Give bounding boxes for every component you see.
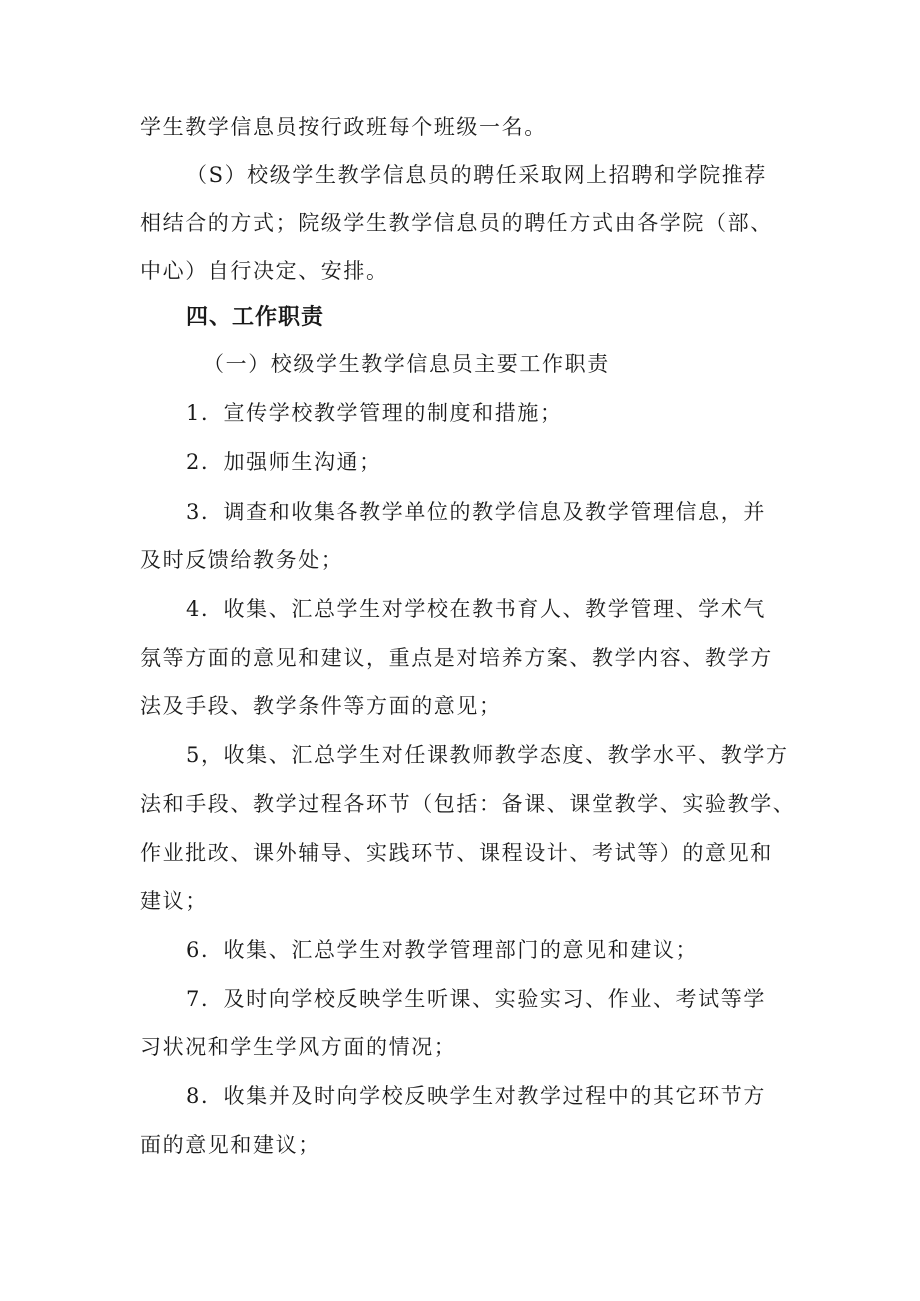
list-item-continuation: 建议； (140, 889, 208, 913)
list-item: 8．收集并及时向学校反映学生对教学过程中的其它环节方 (186, 1084, 766, 1108)
list-item: 2．加强师生沟通； (186, 450, 382, 474)
list-item-continuation: 法及手段、教学条件等方面的意见； (140, 694, 502, 718)
list-item: 1．宣传学校教学管理的制度和措施； (186, 401, 563, 425)
paragraph-line: （S）校级学生教学信息员的聘任采取网上招聘和学院推荐 (186, 163, 767, 187)
list-item-continuation: 面的意见和建议； (140, 1133, 321, 1157)
list-item-continuation: 氛等方面的意见和建议，重点是对培养方案、教学内容、教学方 (140, 646, 773, 670)
list-item: 3．调查和收集各教学单位的教学信息及教学管理信息，并 (186, 500, 766, 524)
list-item: 7．及时向学校反映学生听课、实验实习、作业、考试等学 (186, 987, 766, 1011)
list-item-continuation: 及时反馈给教务处； (140, 548, 344, 572)
list-item: 6．收集、汇总学生对教学管理部门的意见和建议； (186, 938, 699, 962)
paragraph-line: 相结合的方式；院级学生教学信息员的聘任方式由各学院（部、 (140, 211, 773, 235)
paragraph-line: 中心）自行决定、安排。 (140, 259, 389, 283)
list-item: 4．收集、汇总学生对学校在教书育人、教学管理、学术气 (186, 597, 766, 621)
subsection-heading: （一）校级学生教学信息员主要工作职责 (203, 352, 610, 376)
list-item-continuation: 作业批改、课外辅导、实践环节、课程设计、考试等）的意见和 (140, 841, 773, 865)
list-item-continuation: 习状况和学生学风方面的情况； (140, 1035, 457, 1059)
section-heading: 四、工作职责 (186, 305, 325, 330)
list-item-continuation: 法和手段、教学过程各环节（包括：备课、课堂教学、实验教学、 (140, 792, 796, 816)
paragraph-line: 学生教学信息员按行政班每个班级一名。 (140, 115, 547, 139)
list-item: 5，收集、汇总学生对任课教师教学态度、教学水平、教学方 (186, 743, 789, 767)
